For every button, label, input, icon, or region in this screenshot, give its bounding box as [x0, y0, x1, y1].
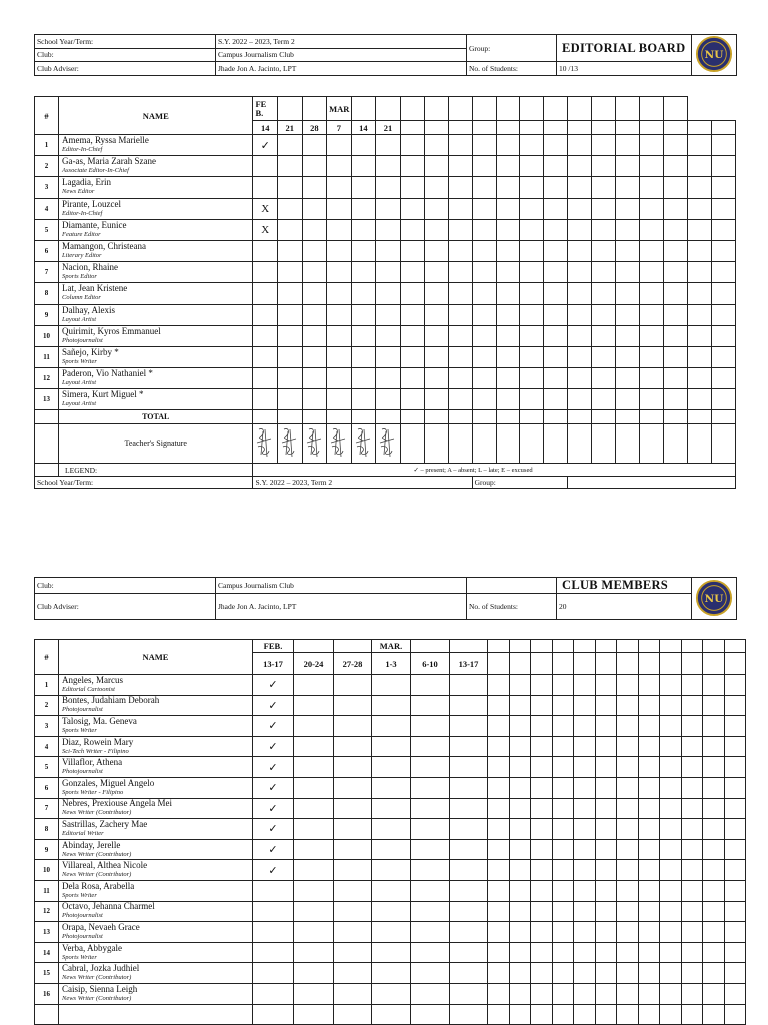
- row-number: 6: [35, 777, 59, 798]
- members-group-title: CLUB MEMBERS: [557, 578, 692, 594]
- attendance-mark: ✓: [253, 695, 294, 716]
- row-number: 15: [35, 963, 59, 984]
- row-number: 8: [35, 819, 59, 840]
- member-cell: [59, 219, 253, 240]
- row-number: 10: [35, 860, 59, 881]
- member-name: Villareal, Althea Nicole: [62, 860, 148, 871]
- date-header: 28: [302, 121, 327, 135]
- footer-school-year-value: S.Y. 2022 – 2023, Term 2: [253, 477, 472, 489]
- member-name: Nebres, Prexiouse Angela Mei: [62, 798, 172, 809]
- attendance-mark: [253, 325, 278, 346]
- col-num-header: #: [35, 97, 59, 135]
- members-school-logo: [692, 578, 737, 620]
- row-number: 7: [35, 798, 59, 819]
- col-name-header: NAME: [59, 97, 253, 135]
- table-row: [35, 839, 746, 860]
- attendance-mark: [253, 389, 278, 410]
- members-students-value: 20: [557, 594, 692, 620]
- table-row: [35, 304, 736, 325]
- row-number: 5: [35, 757, 59, 778]
- table-row: [35, 798, 746, 819]
- member-role: Editor-In-Chief: [62, 146, 103, 154]
- member-role: Photojournalist: [62, 912, 103, 920]
- table-row: [35, 777, 746, 798]
- member-role: Photojournalist: [62, 706, 103, 714]
- attendance-mark: ✓: [253, 798, 294, 819]
- member-cell: [59, 262, 253, 283]
- table-row: [35, 736, 746, 757]
- member-name: Dela Rosa, Arabella: [62, 880, 135, 891]
- row-number: 14: [35, 942, 59, 963]
- member-role: News Writer (Contributor): [62, 974, 132, 982]
- table-row: [35, 716, 746, 737]
- table-row: [35, 389, 736, 410]
- legend-label: LEGEND:: [59, 464, 253, 477]
- member-role: Layout Artist: [62, 315, 97, 323]
- member-name: Cabral, Jozka Judhiel: [62, 963, 140, 974]
- member-name: Orapa, Nevaeh Grace: [62, 921, 140, 932]
- member-name: Sastrillas, Zachery Mae: [62, 818, 148, 829]
- member-name: Dalhay, Alexis: [62, 304, 115, 315]
- row-number: 9: [35, 839, 59, 860]
- attendance-mark: ✓: [253, 736, 294, 757]
- table-row: [35, 983, 746, 1004]
- member-cell: [59, 283, 253, 304]
- member-role: Sci-Tech Writer - Filipino: [62, 747, 129, 755]
- col-name-header: NAME: [59, 640, 253, 675]
- member-role: Photojournalist: [62, 932, 103, 940]
- table-row: [35, 942, 746, 963]
- member-cell: [59, 346, 253, 367]
- member-name: Quirimit, Kyros Emmanuel: [62, 325, 161, 336]
- members-attendance-table: [34, 639, 746, 1025]
- member-role: Sports Editor: [62, 273, 97, 281]
- member-name: Amema, Ryssa Marielle: [62, 135, 149, 146]
- footer-group-label: Group:: [472, 477, 568, 489]
- member-cell: [59, 389, 253, 410]
- row-number: 7: [35, 262, 59, 283]
- row-number: 2: [35, 695, 59, 716]
- member-role: Sports Writer: [62, 953, 97, 961]
- footer-school-year-label: School Year/Term:: [35, 477, 253, 489]
- total-label: TOTAL: [59, 410, 253, 424]
- row-number: 4: [35, 736, 59, 757]
- table-row: [35, 240, 736, 261]
- attendance-mark: ✓: [253, 716, 294, 737]
- attendance-mark: ✓: [253, 860, 294, 881]
- attendance-mark: [253, 942, 294, 963]
- members-students-label: No. of Students:: [467, 594, 557, 620]
- date-header: 14: [351, 121, 376, 135]
- attendance-mark: [253, 983, 294, 1004]
- row-number: 3: [35, 716, 59, 737]
- member-cell: [59, 695, 253, 716]
- attendance-mark: ✓: [253, 135, 278, 156]
- member-role: Sports Writer: [62, 726, 97, 734]
- member-name: Verba, Abbygale: [62, 942, 122, 953]
- member-cell: [59, 860, 253, 881]
- row-number: 10: [35, 325, 59, 346]
- member-role: Layout Artist: [62, 400, 97, 408]
- member-role: Layout Artist: [62, 379, 97, 387]
- member-cell: [59, 839, 253, 860]
- attendance-mark: ✓: [253, 757, 294, 778]
- member-role: News Writer (Contributor): [62, 809, 132, 817]
- row-number: 13: [35, 922, 59, 943]
- date-header: 20-24: [294, 653, 334, 675]
- attendance-mark: ✓: [253, 819, 294, 840]
- member-name: Lagadia, Erin: [62, 177, 112, 188]
- member-name: Angeles, Marcus: [62, 674, 123, 685]
- members-header-table: [34, 577, 737, 620]
- member-cell: [59, 880, 253, 901]
- attendance-mark: [253, 240, 278, 261]
- row-number: 1: [35, 135, 59, 156]
- member-cell: [59, 777, 253, 798]
- table-row: [35, 368, 736, 389]
- member-cell: [59, 798, 253, 819]
- group-label: Group:: [467, 35, 557, 62]
- member-role: Photojournalist: [62, 768, 103, 776]
- row-number: 5: [35, 219, 59, 240]
- svg-text:NU: NU: [704, 592, 724, 605]
- member-role: Editorial Cartoonist: [62, 685, 115, 693]
- member-role: News Writer (Contributor): [62, 871, 132, 879]
- row-number: 12: [35, 901, 59, 922]
- member-name: Simera, Kurt Miguel *: [62, 389, 144, 400]
- table-row: [35, 135, 736, 156]
- row-number: 8: [35, 283, 59, 304]
- row-number: 13: [35, 389, 59, 410]
- member-name: Sañejo, Kirby *: [62, 346, 119, 357]
- date-header: 14: [253, 121, 278, 135]
- member-role: Photojournalist: [62, 336, 103, 344]
- table-row: [35, 177, 736, 198]
- row-number: 12: [35, 368, 59, 389]
- table-row: [35, 922, 746, 943]
- month-mar-header: MAR: [327, 97, 352, 121]
- member-role: Editorial Writer: [62, 829, 104, 837]
- member-cell: [59, 135, 253, 156]
- svg-text:NU: NU: [704, 48, 724, 61]
- member-role: Sports Writer: [62, 891, 97, 899]
- attendance-mark: X: [253, 198, 278, 219]
- table-row: [35, 156, 736, 177]
- member-name: Nacion, Rhaine: [62, 262, 119, 273]
- students-value: 10 /13: [557, 62, 692, 76]
- member-name: Villaflor, Athena: [62, 757, 123, 768]
- col-num-header: #: [35, 640, 59, 675]
- legend-text: ✓ – present; A – absent; L – late; E – excused: [253, 464, 736, 477]
- board-attendance-table: [34, 96, 736, 489]
- table-row: [35, 819, 746, 840]
- table-row: [35, 860, 746, 881]
- group-title: EDITORIAL BOARD: [557, 35, 692, 62]
- member-name: Pirante, Louzcel: [62, 198, 122, 209]
- row-number: 4: [35, 198, 59, 219]
- member-role: Column Editor: [62, 294, 101, 302]
- school-year-label: School Year/Term:: [35, 35, 216, 49]
- attendance-mark: [253, 880, 294, 901]
- member-name: Bontes, Judahiam Deborah: [62, 695, 160, 706]
- members-club-label: Club:: [35, 578, 216, 594]
- member-cell: [59, 963, 253, 984]
- members-adviser-value: Jhade Jon A. Jacinto, LPT: [216, 594, 467, 620]
- member-role: Literary Editor: [62, 252, 102, 260]
- school-logo: [692, 35, 737, 76]
- signature-scribble: [253, 425, 275, 461]
- member-role: Feature Editor: [62, 230, 101, 238]
- date-header: 1-3: [372, 653, 411, 675]
- date-header: 21: [376, 121, 401, 135]
- school-seal-icon: [695, 35, 733, 73]
- date-header: 6-10: [411, 653, 450, 675]
- row-number: 1: [35, 675, 59, 696]
- member-cell: [59, 901, 253, 922]
- date-header: 21: [278, 121, 303, 135]
- row-number: 16: [35, 983, 59, 1004]
- member-name: Octavo, Jehanna Charmel: [62, 901, 155, 912]
- attendance-mark: ✓: [253, 675, 294, 696]
- member-cell: [59, 716, 253, 737]
- attendance-mark: [253, 177, 278, 198]
- member-cell: [59, 368, 253, 389]
- date-header: 27-28: [334, 653, 372, 675]
- member-role: Sports Writer: [62, 357, 97, 365]
- attendance-mark: [253, 262, 278, 283]
- member-role: Editor-In-Chief: [62, 209, 103, 217]
- attendance-mark: [253, 304, 278, 325]
- members-club-value: Campus Journalism Club: [216, 578, 467, 594]
- table-row: [35, 198, 736, 219]
- table-row: [35, 262, 736, 283]
- table-row: [35, 880, 746, 901]
- member-cell: [59, 304, 253, 325]
- member-cell: [59, 922, 253, 943]
- signature-scribble: [303, 425, 325, 461]
- attendance-mark: [253, 156, 278, 177]
- month-feb-header: FEB.: [253, 640, 294, 653]
- signature-scribble: [278, 425, 300, 461]
- table-row: [35, 901, 746, 922]
- school-seal-icon: [695, 579, 733, 617]
- member-cell: [59, 240, 253, 261]
- club-label: Club:: [35, 48, 216, 62]
- table-row: [35, 283, 736, 304]
- member-name: Diamante, Eunice: [62, 219, 127, 230]
- attendance-mark: [253, 922, 294, 943]
- member-cell: [59, 942, 253, 963]
- attendance-mark: ✓: [253, 777, 294, 798]
- attendance-mark: [253, 368, 278, 389]
- member-role: News Writer (Contributor): [62, 850, 132, 858]
- member-role: Sports Writer - Filipino: [62, 788, 124, 796]
- table-row: [35, 346, 736, 367]
- row-number: 2: [35, 156, 59, 177]
- board-header-table: [34, 34, 737, 76]
- table-row: [35, 675, 746, 696]
- table-row: [35, 695, 746, 716]
- row-number: 11: [35, 880, 59, 901]
- date-header: 7: [327, 121, 352, 135]
- students-label: No. of Students:: [467, 62, 557, 76]
- member-cell: [59, 675, 253, 696]
- table-row: [35, 757, 746, 778]
- member-cell: [59, 983, 253, 1004]
- signature-scribble: [352, 425, 374, 461]
- adviser-value: Jhade Jon A. Jacinto, LPT: [216, 62, 467, 76]
- member-name: Abinday, Jerelle: [62, 839, 121, 850]
- member-name: Talosig, Ma. Geneva: [62, 715, 137, 726]
- member-cell: [59, 177, 253, 198]
- row-number: 9: [35, 304, 59, 325]
- row-number: 3: [35, 177, 59, 198]
- member-cell: [59, 736, 253, 757]
- member-cell: [59, 757, 253, 778]
- table-row: [35, 325, 736, 346]
- month-mar-header: MAR.: [372, 640, 411, 653]
- row-number: 6: [35, 240, 59, 261]
- member-role: News Editor: [62, 188, 95, 196]
- attendance-mark: [253, 963, 294, 984]
- signature-scribble: [376, 425, 398, 461]
- attendance-mark: ✓: [253, 839, 294, 860]
- member-cell: [59, 156, 253, 177]
- date-header: 13-17: [253, 653, 294, 675]
- member-name: Gonzales, Miguel Angelo: [62, 777, 155, 788]
- member-name: Ga-as, Maria Zarah Szane: [62, 156, 156, 167]
- attendance-mark: [253, 901, 294, 922]
- member-name: Lat, Jean Kristene: [62, 283, 128, 294]
- signature-scribble: [327, 425, 349, 461]
- member-cell: [59, 819, 253, 840]
- signature-label: Teacher's Signature: [59, 424, 253, 464]
- attendance-mark: X: [253, 219, 278, 240]
- members-adviser-label: Club Adviser:: [35, 594, 216, 620]
- member-role: Associate Editor-In-Chief: [62, 167, 129, 175]
- club-value: Campus Journalism Club: [216, 48, 467, 62]
- attendance-mark: [253, 283, 278, 304]
- member-name: Diaz, Rowein Mary: [62, 736, 134, 747]
- table-row: [35, 963, 746, 984]
- member-name: Caisip, Sienna Leigh: [62, 983, 138, 994]
- member-name: Paderon, Vio Nathaniel *: [62, 368, 153, 379]
- member-cell: [59, 198, 253, 219]
- school-year-value: S.Y. 2022 – 2023, Term 2: [216, 35, 467, 49]
- table-row: [35, 219, 736, 240]
- month-feb-header: FE B.: [253, 97, 278, 121]
- adviser-label: Club Adviser:: [35, 62, 216, 76]
- member-cell: [59, 325, 253, 346]
- date-header: 13-17: [450, 653, 488, 675]
- row-number: 11: [35, 346, 59, 367]
- member-role: News Writer (Contributor): [62, 994, 132, 1002]
- attendance-mark: [253, 346, 278, 367]
- member-name: Mamangon, Christeana: [62, 241, 147, 252]
